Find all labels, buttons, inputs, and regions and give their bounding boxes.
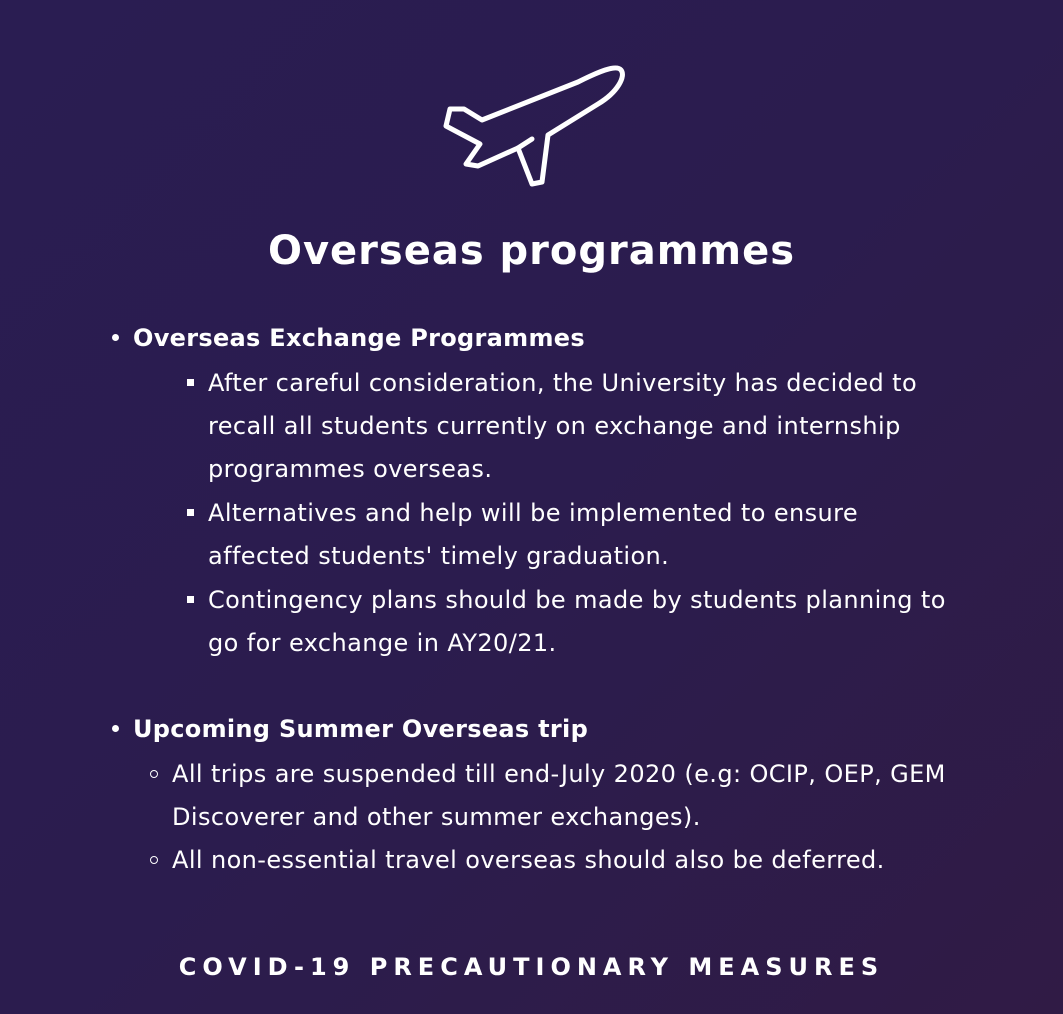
list-item: All non-essential travel overseas should also be deferred. [172,839,972,882]
list-item: All trips are suspended till end-July 2020 (e.g: OCIP, OEP, GEM Discoverer and other summer exchanges). [172,753,972,839]
footer-caption: COVID-19 PRECAUTIONARY MEASURES [178,953,885,981]
bullet-circle [150,770,158,778]
airplane-icon [438,56,628,188]
list-item: Contingency plans should be made by students planning to go for exchange in AY20/21. [208,579,968,665]
list-item: Alternatives and help will be implemented to ensure affected students' timely graduation. [208,492,968,578]
page-title: Overseas programmes [267,228,796,274]
bullet-circle [150,856,158,864]
bullet-dot [112,725,119,732]
bullet-dot [112,334,119,341]
bullet-square [187,379,194,386]
section-heading-exchange: Overseas Exchange Programmes [112,324,585,352]
bullet-square [187,596,194,603]
list-item: After careful consideration, the University has decided to recall all students currently on exchange and internship programmes overseas. [208,362,968,491]
bullet-square [187,509,194,516]
section-heading-summer: Upcoming Summer Overseas trip [112,715,588,743]
